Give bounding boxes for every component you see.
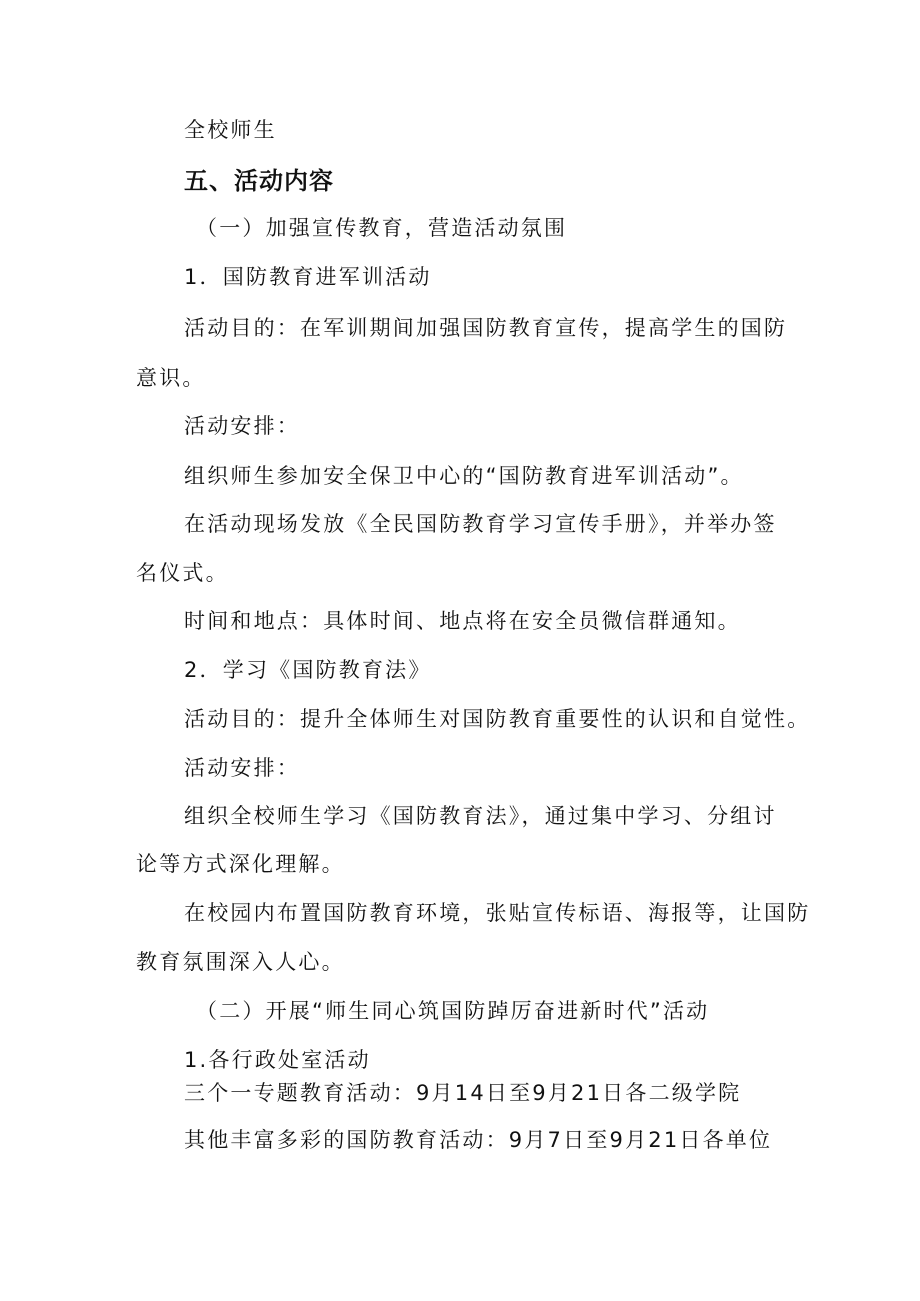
- paragraph-text: 时间和地点：具体时间、地点将在安全员微信群通知。: [184, 609, 741, 633]
- paragraph-text: 活动目的：在军训期间加强国防教育宣传，提高学生的国防: [184, 316, 788, 340]
- section-heading-activity-content: 五、活动内容: [184, 167, 334, 195]
- paragraph-text: 组织师生参加安全保卫中心的“国防教育进军训活动”。: [184, 464, 744, 488]
- subsection-heading-2: （二）开展“师生同心筑国防踔厉奋进新时代”活动: [196, 999, 710, 1023]
- paragraph-text: 论等方式深化理解。: [136, 852, 345, 876]
- item-heading-3: 1.各行政处室活动: [184, 1048, 371, 1072]
- paragraph-text: 活动安排：: [184, 414, 300, 438]
- paragraph-text: 在校园内布置国防教育环境，张贴宣传标语、海报等，让国防: [184, 901, 811, 925]
- audience-text: 全校师生: [184, 118, 277, 142]
- item-heading-1: 1．国防教育进军训活动: [184, 265, 432, 289]
- paragraph-text: 活动目的：提升全体师生对国防教育重要性的认识和自觉性。: [184, 707, 811, 731]
- paragraph-text: 意识。: [136, 366, 206, 390]
- item-heading-2: 2．学习《国防教育法》: [184, 658, 432, 682]
- paragraph-text: 教育氛围深入人心。: [136, 950, 345, 974]
- schedule-line: 三个一专题教育活动：9月14日至9月21日各二级学院: [184, 1081, 742, 1105]
- schedule-line: 其他丰富多彩的国防教育活动：9月7日至9月21日各单位: [184, 1128, 773, 1152]
- paragraph-text: 名仪式。: [136, 561, 229, 585]
- subsection-heading-1: （一）加强宣传教育，营造活动氛围: [196, 216, 568, 240]
- paragraph-text: 组织全校师生学习《国防教育法》，通过集中学习、分组讨: [184, 804, 777, 828]
- paragraph-text: 在活动现场发放《全民国防教育学习宣传手册》，并举办签: [184, 512, 777, 536]
- paragraph-text: 活动安排：: [184, 756, 300, 780]
